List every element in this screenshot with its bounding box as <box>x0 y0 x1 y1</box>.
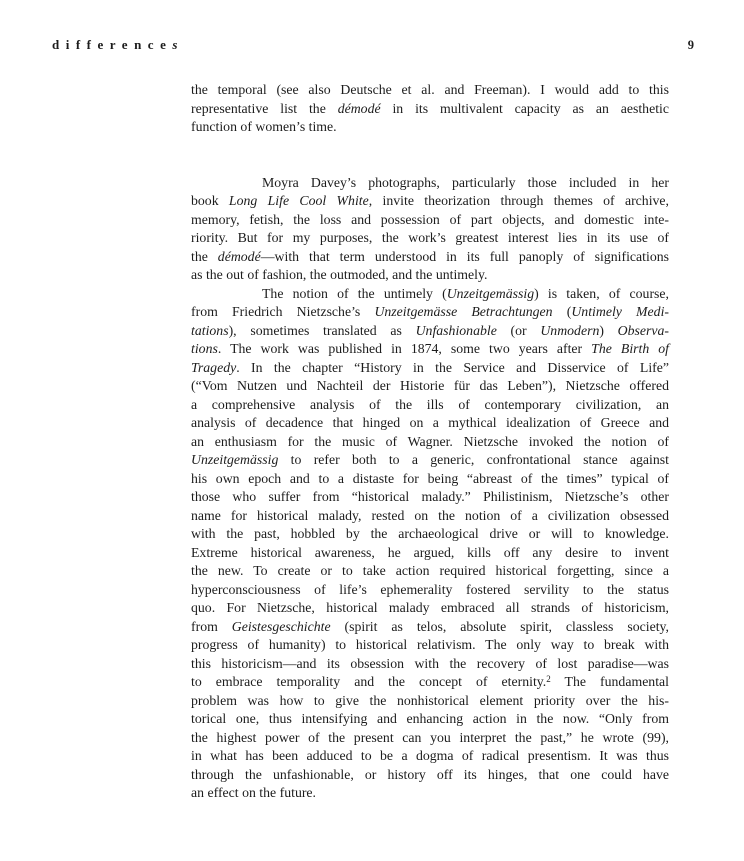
text-line <box>191 285 669 304</box>
text-segment: quo. For Nietzsche, historical malady embraced all strands of historicism, <box>191 600 669 615</box>
page-header <box>52 37 694 53</box>
text-line <box>191 340 669 359</box>
italic-text: Unzeitgemässig <box>191 452 279 467</box>
journal-title-main: difference <box>52 37 173 52</box>
text-line <box>191 377 669 396</box>
text-line <box>191 100 669 119</box>
italic-text: Geistesgeschichte <box>231 618 331 634</box>
italic-text: démodé <box>337 100 381 116</box>
text-segment: through the unfashionable, or history off its hinges, that one could have <box>191 766 669 782</box>
text-segment: (“Vom Nutzen und Nachteil der Historie für das Leben”), Nietzsche offered <box>191 378 669 393</box>
text-segment: . In the chapter “History in the Service and Disservice of Life” <box>236 359 669 375</box>
text-line <box>191 359 669 378</box>
text-segment: to refer both to a generic, confrontational stance against <box>278 452 669 467</box>
text-segment: (or <box>496 322 541 338</box>
text-line <box>191 618 669 637</box>
text-line <box>191 211 669 230</box>
text-segment: analysis of decadence that hinged on a mythical idealization of Greece and <box>191 415 669 430</box>
text-line <box>191 192 669 211</box>
text-segment: as the out of fashion, the outmoded, and the untimely. <box>191 267 488 282</box>
journal-title-italic-s: s <box>172 37 184 52</box>
text-segment: this historicism—and its obsession with the recovery of lost paradise—was <box>191 655 669 671</box>
italic-text: démodé <box>217 248 261 264</box>
text-segment: —with that term understood in its full panoply of significations <box>260 248 669 264</box>
page-number: 9 <box>687 38 694 52</box>
italic-text: Observa- <box>617 322 669 338</box>
italic-text: Unzeitgemässig <box>446 285 535 301</box>
text-segment: ), sometimes translated as <box>228 322 416 338</box>
paragraph <box>191 285 669 803</box>
text-line <box>191 507 669 526</box>
text-line <box>191 248 669 267</box>
text-line <box>191 636 669 655</box>
text-segment: ( <box>552 304 572 319</box>
text-line <box>191 488 669 507</box>
text-segment: function of women’s time. <box>191 119 337 134</box>
text-line <box>191 433 669 452</box>
italic-text: Untimely Medi- <box>571 304 669 319</box>
text-line <box>191 414 669 433</box>
text-line <box>191 747 669 766</box>
paragraph <box>191 81 669 137</box>
text-segment: the highest power of the present can you interpret the past,” he wrote (99), <box>191 729 669 745</box>
text-line <box>191 673 669 692</box>
text-segment: memory, fetish, the loss and possession of part objects, and domestic inte- <box>191 211 669 227</box>
footnote-marker: 2 <box>546 674 551 684</box>
text-segment: an enthusiasm for the music of Wagner. Nietzsche invoked the notion of <box>191 433 669 449</box>
text-line <box>191 470 669 489</box>
text-segment: hyperconsciousness of life’s ephemerality fostered servility to the status <box>191 581 669 597</box>
text-line <box>191 396 669 415</box>
text-segment: , invite theorization through themes of archive, <box>368 193 669 208</box>
text-line <box>191 729 669 748</box>
text-segment: an effect on the future. <box>191 785 317 800</box>
italic-text: Tragedy <box>191 359 237 375</box>
text-segment: those who suffer from “historical malady.” Philistinism, Nietzsche’s other <box>191 489 669 504</box>
text-segment: representative list the <box>191 100 338 116</box>
text-segment: the <box>191 248 218 264</box>
text-segment: ) <box>599 322 618 338</box>
text-line <box>191 599 669 618</box>
italic-text: Unmodern <box>540 322 600 338</box>
text-segment: the new. To create or to take action required historical forgetting, since a <box>191 563 669 578</box>
text-line <box>191 81 669 100</box>
text-line <box>191 562 669 581</box>
text-segment: name for historical malady, rested on the notion of a civilization obsessed <box>191 507 669 523</box>
text-line <box>191 581 669 600</box>
text-segment: The fundamental <box>550 674 670 689</box>
text-segment: riority. But for my purposes, the work’s greatest interest lies in its use of <box>191 230 669 245</box>
text-line <box>191 784 669 803</box>
text-segment: with the past, hobbled by the archaeological drive or will to knowledge. <box>191 526 669 541</box>
italic-text: tions <box>191 341 218 356</box>
text-line <box>191 322 669 341</box>
text-line <box>191 525 669 544</box>
text-line <box>191 303 669 322</box>
text-block <box>191 81 669 803</box>
italic-text: The Birth of <box>591 341 670 356</box>
text-segment: to embrace temporality and the concept of eternity. <box>191 674 547 689</box>
text-segment: the temporal (see also Deutsche et al. and Freeman). I would add to this <box>191 82 669 97</box>
text-segment: from Friedrich Nietzsche’s <box>191 304 375 319</box>
text-segment: in what has been adduced to be a dogma of radical presentism. It was thus <box>191 748 669 763</box>
text-segment: from <box>191 618 232 634</box>
text-segment: Extreme historical awareness, he argued, kills off any desire to invent <box>191 544 669 560</box>
text-segment: (spirit as telos, absolute spirit, classless society, <box>330 618 669 634</box>
text-segment: progress of humanity) to historical relativism. The only way to break with <box>191 637 669 652</box>
journal-title <box>52 37 184 53</box>
text-segment: problem was how to give the nonhistorical element priority over the his- <box>191 692 669 708</box>
italic-text: tations <box>191 322 229 338</box>
italic-text: Unzeitgemässe Betrachtungen <box>374 304 553 319</box>
text-line <box>191 451 669 470</box>
text-line <box>191 692 669 711</box>
text-segment: torical one, thus intensifying and enhancing action in the now. “Only from <box>191 711 669 726</box>
text-segment: in its multivalent capacity as an aesthetic <box>380 100 669 116</box>
text-line <box>191 174 669 193</box>
italic-text: Long Life Cool White <box>228 193 369 208</box>
text-segment: . The work was published in 1874, some two years after <box>217 341 592 356</box>
text-line <box>191 118 669 137</box>
text-line <box>191 544 669 563</box>
paragraph <box>191 174 669 285</box>
text-segment: his own epoch and to a distaste for being “abreast of the times” typical of <box>191 470 669 486</box>
text-line <box>191 655 669 674</box>
text-segment: book <box>191 193 229 208</box>
text-line <box>191 710 669 729</box>
text-line <box>191 266 669 285</box>
text-segment: a comprehensive analysis of the ills of contemporary civilization, an <box>191 396 669 412</box>
text-segment: Moyra Davey’s photographs, particularly those included in her <box>262 174 669 190</box>
text-line <box>191 766 669 785</box>
text-segment: ) is taken, of course, <box>534 285 669 301</box>
italic-text: Unfashionable <box>415 322 497 338</box>
text-line <box>191 229 669 248</box>
text-segment: The notion of the untimely ( <box>262 285 447 301</box>
